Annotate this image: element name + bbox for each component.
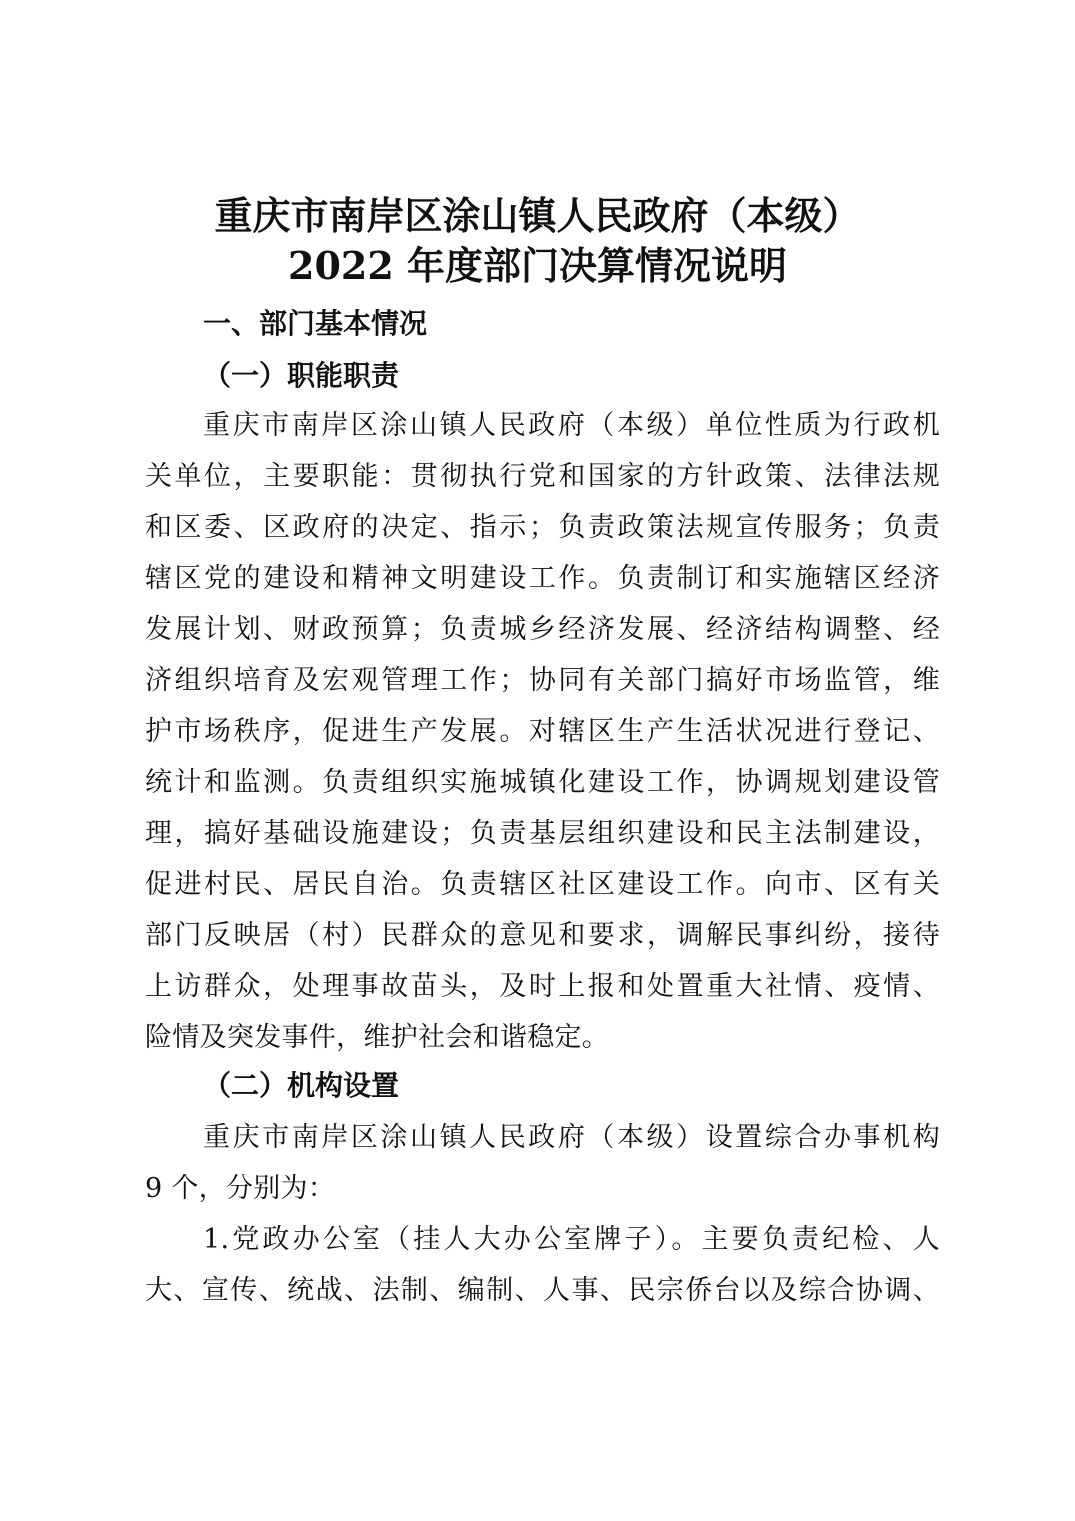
document-title-line-2: 2022 年度部门决算情况说明 xyxy=(288,243,787,288)
paragraph-line: 发展计划、财政预算；负责城乡经济发展、经济结构调整、经 xyxy=(145,614,940,645)
paragraph-line: 重庆市南岸区涂山镇人民政府（本级）设置综合办事机构 xyxy=(203,1122,940,1153)
document-title-line-1: 重庆市南岸区涂山镇人民政府（本级） xyxy=(214,193,861,238)
paragraph-line: 9 个，分别为： xyxy=(145,1173,336,1204)
paragraph-line: 关单位，主要职能：贯彻执行党和国家的方针政策、法律法规 xyxy=(145,461,940,492)
paragraph-line: 辖区党的建设和精神文明建设工作。负责制订和实施辖区经济 xyxy=(145,563,940,594)
paragraph-line: 和区委、区政府的决定、指示；负责政策法规宣传服务；负责 xyxy=(145,512,940,543)
subsection-heading-duties: （一）职能职责 xyxy=(203,359,400,392)
paragraph-line: 理，搞好基础设施建设；负责基层组织建设和民主法制建设， xyxy=(145,818,940,849)
paragraph-line: 济组织培育及宏观管理工作；协同有关部门搞好市场监管，维 xyxy=(145,665,940,696)
section-heading-basic: 一、部门基本情况 xyxy=(203,307,428,340)
paragraph-line: 上访群众，处理事故苗头，及时上报和处置重大社情、疫情、 xyxy=(145,971,940,1002)
paragraph-line: 促进村民、居民自治。负责辖区社区建设工作。向市、区有关 xyxy=(145,869,940,900)
subsection-heading-organization: （二）机构设置 xyxy=(203,1069,400,1102)
paragraph-line: 险情及突发事件，维护社会和谐稳定。 xyxy=(145,1022,610,1053)
paragraph-line: 部门反映居（村）民群众的意见和要求，调解民事纠纷，接待 xyxy=(145,920,940,951)
paragraph-line: 重庆市南岸区涂山镇人民政府（本级）单位性质为行政机 xyxy=(203,410,940,441)
paragraph-line: 统计和监测。负责组织实施城镇化建设工作，协调规划建设管 xyxy=(145,767,940,798)
paragraph-line: 1.党政办公室（挂人大办公室牌子）。主要负责纪检、人 xyxy=(203,1224,940,1255)
paragraph-line: 护市场秩序，促进生产发展。对辖区生产生活状况进行登记、 xyxy=(145,716,940,747)
paragraph-line: 大、宣传、统战、法制、编制、人事、民宗侨台以及综合协调、 xyxy=(145,1275,940,1306)
